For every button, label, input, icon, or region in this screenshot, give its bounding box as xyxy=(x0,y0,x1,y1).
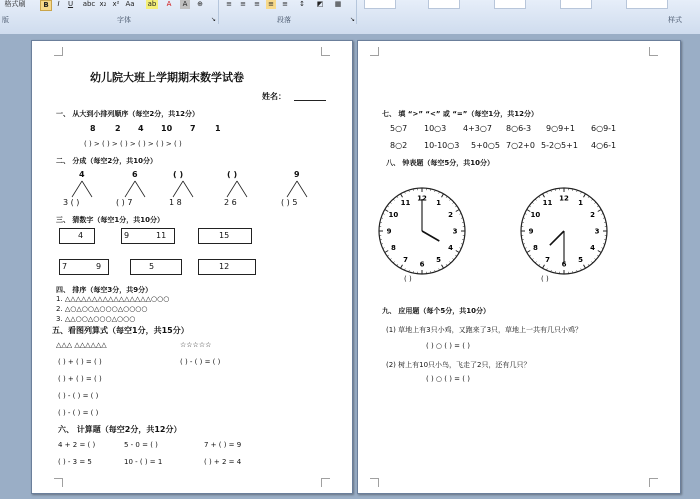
section-4-title: 四、 排序（每空3分，共9分） xyxy=(56,286,153,294)
crop-mark xyxy=(321,47,330,56)
box-number: 9 xyxy=(96,262,102,271)
number-item: 7 xyxy=(190,124,196,133)
clock-number: 4 xyxy=(448,244,454,252)
equation-line: ( ) - ( ) = ( ) xyxy=(58,409,99,417)
crop-mark xyxy=(370,478,379,487)
crop-mark xyxy=(370,47,379,56)
superscript-button[interactable]: x² xyxy=(112,0,120,8)
bond-top: 4 xyxy=(79,170,85,179)
underline-button[interactable]: U xyxy=(67,0,74,8)
shading-button[interactable]: ◩ xyxy=(316,0,324,8)
clock-number: 8 xyxy=(532,244,538,252)
bond-top: ( ) xyxy=(227,170,238,179)
compare-item: 6○9-1 xyxy=(591,124,617,133)
bond-top: 9 xyxy=(294,170,300,179)
section-9-title: 九、 应用题（每个5分，共10分） xyxy=(382,307,491,315)
name-label: 姓名： xyxy=(262,92,286,101)
calc-item: 4 + 2 = ( ) xyxy=(58,441,96,449)
sequence-row: 1. △△△△△△△△△△△△△△△△○○○ xyxy=(56,295,170,303)
box-number: 12 xyxy=(219,262,230,271)
font-dialog-launcher-icon[interactable]: ↘ xyxy=(210,16,217,23)
section-1-title: 一、 从大到小排列顺序（每空2分，共12分） xyxy=(56,110,200,118)
compare-item: 8○6-3 xyxy=(506,124,532,133)
compare-item: 7○2+0 xyxy=(506,141,535,150)
word-problem-2: (2) 树上有10只小鸟，飞走了2只，还有几只？ xyxy=(386,361,531,369)
equation-line: ( ) - ( ) = ( ) xyxy=(58,392,99,400)
number-box xyxy=(198,259,256,275)
name-blank xyxy=(294,100,326,101)
section-2-title: 二、 分成（每空2分，共10分） xyxy=(56,157,158,165)
sequence-row: 3. △△○○△○○○△○○○ xyxy=(56,315,136,323)
paragraph-dialog-launcher-icon[interactable]: ↘ xyxy=(349,16,356,23)
clock-number: 1 xyxy=(436,198,441,207)
box-number: 11 xyxy=(156,231,167,240)
subscript-button[interactable]: x₂ xyxy=(99,0,107,8)
style-gallery-item[interactable] xyxy=(560,0,592,9)
ribbon-divider xyxy=(356,0,357,24)
section-5-title: 五、看图列算式（每空1分，共15分） xyxy=(52,326,189,335)
number-box xyxy=(130,259,182,275)
number-box xyxy=(59,259,109,275)
clock-number: 3 xyxy=(594,227,600,236)
ribbon-divider xyxy=(218,0,219,24)
compare-item: 4○6-1 xyxy=(591,141,617,150)
clock-face xyxy=(518,185,610,277)
calc-item: ( ) + 2 = 4 xyxy=(204,458,242,466)
align-right-button[interactable]: ≡ xyxy=(254,0,260,8)
compare-item: 10-10○3 xyxy=(424,141,460,150)
bond-bottom: ( ) 5 xyxy=(281,198,298,207)
number-item: 4 xyxy=(138,124,144,133)
calc-item: ( ) - 3 = 5 xyxy=(58,458,92,466)
section-7-title: 七、 填 “>” “<” 或 “=”（每空1分，共12分） xyxy=(382,110,538,118)
ordering-answer-line: ( ) > ( ) > ( ) > ( ) > ( ) > ( ) xyxy=(84,140,182,148)
crop-mark xyxy=(54,47,63,56)
style-gallery-item[interactable] xyxy=(364,0,396,9)
clock-number: 8 xyxy=(390,244,396,252)
clock-answer: ( ) xyxy=(404,275,412,283)
compare-item: 5+0○5 xyxy=(471,141,500,150)
equation-line: ( ) - ( ) = ( ) xyxy=(180,358,221,366)
style-gallery-item[interactable] xyxy=(428,0,460,9)
clock-number: 6 xyxy=(561,260,567,269)
clock-number: 7 xyxy=(545,256,550,265)
shape-group: ☆☆☆☆☆ xyxy=(180,341,212,349)
clock-number: 5 xyxy=(578,256,583,265)
format-painter-button[interactable]: 格式刷 xyxy=(4,0,26,8)
box-number: 4 xyxy=(78,231,84,240)
number-box xyxy=(121,228,175,244)
section-3-title: 三、 猜数字（每空1分，共10分） xyxy=(56,216,165,224)
compare-item: 10○3 xyxy=(424,124,447,133)
number-item: 2 xyxy=(115,124,121,133)
equation-line: ( ) + ( ) = ( ) xyxy=(58,358,102,366)
compare-item: 9○9+1 xyxy=(546,124,575,133)
box-number: 7 xyxy=(62,262,68,271)
char-shading-button[interactable]: A xyxy=(180,0,190,9)
crop-mark xyxy=(649,478,658,487)
font-group-label: 字体 xyxy=(117,16,131,24)
box-number: 9 xyxy=(124,231,130,240)
bond-bottom: 3 ( ) xyxy=(63,198,80,207)
clock-number: 9 xyxy=(386,227,392,236)
word-problem-1: (1) 草地上有3只小鸡，又跑来了3只，草地上一共有几只小鸡？ xyxy=(386,326,583,334)
clock-number: 10 xyxy=(388,211,399,219)
page-1[interactable] xyxy=(31,40,353,494)
calc-item: 5 - 0 = ( ) xyxy=(124,441,158,449)
enclose-char-button[interactable]: ⊕ xyxy=(197,0,203,8)
align-center-button[interactable]: ≡ xyxy=(240,0,246,8)
compare-item: 5-2○5+1 xyxy=(541,141,578,150)
align-left-button[interactable]: ≡ xyxy=(226,0,232,8)
crop-mark xyxy=(321,478,330,487)
calc-item: 10 - ( ) = 1 xyxy=(124,458,163,466)
strikethrough-button[interactable]: abc xyxy=(82,0,96,8)
clock-number: 2 xyxy=(448,211,454,219)
line-spacing-button[interactable]: ↕ xyxy=(299,0,305,8)
highlight-button[interactable]: ab xyxy=(147,0,157,8)
clock-number: 11 xyxy=(542,198,553,207)
equation-line: ( ) + ( ) = ( ) xyxy=(58,375,102,383)
justify-button[interactable]: ≡ xyxy=(266,0,276,9)
clock-number: 1 xyxy=(578,198,583,207)
bold-button[interactable]: B xyxy=(40,0,52,11)
clock-number: 11 xyxy=(400,198,411,207)
compare-item: 5○7 xyxy=(390,124,408,133)
box-number: 15 xyxy=(219,231,230,240)
clock-number: 2 xyxy=(590,211,596,219)
font-color-button[interactable]: A xyxy=(166,0,172,8)
bond-bottom: 1 8 xyxy=(169,198,182,207)
word-problem-answer: ( ) ○ ( ) = ( ) xyxy=(426,342,470,350)
ribbon xyxy=(0,0,700,35)
section-6-title: 六、 计算题（每空2分，共12分） xyxy=(58,425,182,434)
clock-number: 6 xyxy=(419,260,425,269)
clock-number: 7 xyxy=(403,256,408,265)
number-item: 10 xyxy=(161,124,173,133)
paragraph-group-label: 段落 xyxy=(277,16,291,24)
clock-number: 10 xyxy=(530,211,541,219)
clock-answer: ( ) xyxy=(541,275,549,283)
number-bond-diagram xyxy=(52,169,352,211)
bond-bottom: ( ) 7 xyxy=(116,198,133,207)
style-gallery-item[interactable] xyxy=(626,0,668,9)
clock-number: 3 xyxy=(452,227,458,236)
clock-face xyxy=(376,185,468,277)
compare-item: 4+3○7 xyxy=(463,124,492,133)
shape-group: △△△ △△△△△△ xyxy=(56,341,107,349)
bond-top: ( ) xyxy=(173,170,184,179)
calc-item: 7 + ( ) = 9 xyxy=(204,441,242,449)
number-box xyxy=(59,228,95,244)
italic-button[interactable]: I xyxy=(57,0,60,8)
number-item: 1 xyxy=(215,124,221,133)
bond-bottom: 2 6 xyxy=(224,198,237,207)
compare-item: 8○2 xyxy=(390,141,408,150)
styles-group-label: 样式 xyxy=(668,16,682,24)
word-problem-answer: ( ) ○ ( ) = ( ) xyxy=(426,375,470,383)
crop-mark xyxy=(54,478,63,487)
section-8-title: 八、 钟表题（每空5分，共10分） xyxy=(386,159,495,167)
sequence-row: 2. △○△○○△○○○△○○○○ xyxy=(56,305,148,313)
clock-number: 4 xyxy=(590,244,596,252)
clock-number: 12 xyxy=(417,194,427,203)
clock-number: 9 xyxy=(528,227,534,236)
clock-number: 12 xyxy=(559,194,569,203)
number-item: 8 xyxy=(90,124,96,133)
style-gallery-item[interactable] xyxy=(494,0,526,9)
clipboard-group-label: 版 xyxy=(2,16,9,24)
bond-top: 6 xyxy=(132,170,138,179)
page-2[interactable] xyxy=(357,40,681,494)
distribute-button[interactable]: ≡ xyxy=(282,0,288,8)
clear-format-button[interactable]: Aa xyxy=(125,0,135,8)
border-button[interactable]: ▦ xyxy=(334,0,342,8)
page-title: 幼儿院大班上学期期末数学试卷 xyxy=(90,71,244,84)
box-number: 5 xyxy=(149,262,155,271)
crop-mark xyxy=(649,47,658,56)
number-box xyxy=(198,228,252,244)
clock-number: 5 xyxy=(436,256,441,265)
